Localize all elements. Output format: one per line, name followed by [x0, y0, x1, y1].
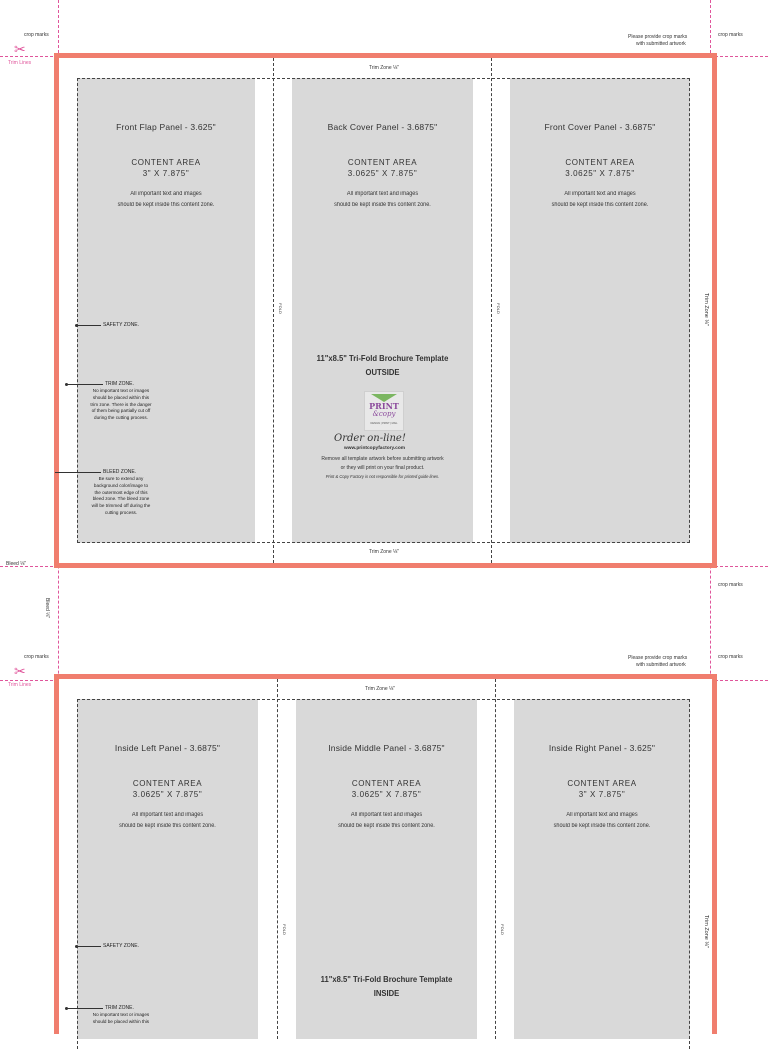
content-area-label: CONTENT AREA — [351, 779, 422, 788]
content-area-size: 3" X 7.875" — [142, 169, 190, 178]
content-area-label: CONTENT AREA — [131, 158, 201, 167]
trim-zone-note — [79, 388, 163, 422]
note-line: should be placed within this — [92, 1018, 150, 1024]
bleed-label: Bleed ⅛" — [6, 561, 27, 567]
crop-marks-label: crop marks — [718, 654, 743, 660]
content-area-size: 3.0625" X 7.875" — [132, 790, 203, 799]
please-provide-label: Please provide crop marks — [628, 34, 688, 40]
crop-marks-label: crop marks — [24, 654, 49, 660]
content-note: All important text and images — [130, 191, 202, 197]
template-subtitle: OUTSIDE — [365, 367, 400, 377]
safety-zone-leader — [77, 325, 101, 326]
fold-label: FOLD — [281, 924, 287, 935]
safety-zone-leader — [77, 946, 101, 947]
content-note: should be kept inside this content zone. — [117, 202, 215, 208]
inside-sheet — [54, 674, 717, 1034]
fold-label: FOLD — [499, 924, 505, 935]
note-line: the outermost edge of this — [94, 489, 148, 495]
note-line: should be placed within this — [92, 394, 150, 400]
outside-sheet — [54, 53, 717, 568]
crop-marks-label: crop marks — [718, 582, 743, 588]
content-area-size: 3" X 7.875" — [578, 790, 626, 799]
content-note: All important text and images — [564, 191, 636, 197]
content-note: All important text and images — [566, 812, 638, 818]
trim-zone-leader — [67, 1008, 103, 1009]
note-line: Be sure to extend any — [98, 476, 144, 481]
bleed-zone-note — [79, 476, 163, 517]
template-title: 11"x8.5" Tri-Fold Brochure Template — [316, 353, 449, 363]
trim-zone-leader — [67, 384, 103, 385]
safety-zone-border — [77, 699, 690, 1049]
trim-lines-label: Trim Lines — [8, 60, 32, 66]
crop-marks-label: crop marks — [718, 32, 743, 38]
panel-title: Front Cover Panel - 3.6875" — [544, 122, 656, 132]
note-line: bleed zone. The bleed zone — [92, 496, 150, 502]
panel-title: Back Cover Panel - 3.6875" — [327, 122, 438, 132]
content-area-label: CONTENT AREA — [132, 779, 203, 788]
panel-title: Inside Right Panel - 3.625" — [548, 743, 656, 753]
trim-zone-label: TRIM ZONE. — [105, 381, 134, 387]
trim-lines-label: Trim Lines — [8, 682, 32, 688]
content-note: should be kept inside this content zone. — [338, 823, 435, 829]
content-note: should be kept inside this content zone. — [334, 202, 431, 208]
panel-title: Inside Middle Panel - 3.6875" — [328, 743, 445, 753]
order-online-script: Order on-line! — [334, 433, 406, 444]
trim-zone-bottom: Trim Zone ⅛" — [369, 549, 399, 555]
fold-label: FOLD — [277, 303, 283, 314]
template-subtitle: INSIDE — [373, 988, 400, 998]
content-area-label: CONTENT AREA — [567, 779, 637, 788]
content-note: should be kept inside this content zone. — [551, 202, 649, 208]
trim-zone-label: TRIM ZONE. — [105, 1005, 134, 1011]
content-area-size: 3.0625" X 7.875" — [347, 169, 418, 178]
bleed-side-label: Bleed ⅛" — [44, 598, 50, 619]
note-line: cutting process. — [104, 509, 138, 515]
crop-marks-label: crop marks — [24, 32, 49, 38]
note-line: No important text or images — [92, 388, 150, 393]
note-line: trim zone. There is the danger — [90, 401, 152, 407]
note-line: of them being partially cut off — [91, 408, 151, 414]
content-note: All important text and images — [346, 191, 419, 197]
trim-zone-top: Trim Zone ⅛" — [369, 65, 399, 71]
bleed-zone-label: BLEED ZONE. — [103, 469, 137, 475]
content-note: All important text and images — [131, 812, 204, 818]
content-area-label: CONTENT AREA — [565, 158, 635, 167]
safety-zone-label: SAFETY ZONE. — [103, 322, 140, 328]
content-note: should be kept inside this content zone. — [119, 823, 216, 829]
note-line: background color/image to — [93, 482, 149, 488]
logo-text: &copy — [372, 410, 396, 418]
note-line: during the cutting process. — [94, 415, 148, 421]
logo-tagline: DESIGN | PRINT | MAIL — [370, 422, 398, 425]
remove-artwork-note: or they will print on your final product. — [340, 465, 425, 471]
website-url: www.printcopyfactory.com — [344, 446, 406, 451]
note-line: No important text or images — [92, 1012, 150, 1017]
panel-title: Front Flap Panel - 3.625" — [116, 122, 216, 132]
scissors-icon: ✂ — [14, 41, 26, 57]
logo-text: PRINT — [369, 401, 399, 411]
panel-title: Inside Left Panel - 3.6875" — [114, 743, 221, 753]
trim-zone-side: Trim Zone ⅛" — [703, 293, 709, 326]
content-note: All important text and images — [350, 812, 423, 818]
trim-zone-side: Trim Zone ⅛" — [703, 915, 709, 948]
content-area-label: CONTENT AREA — [347, 158, 418, 167]
note-line: will be trimmed off during the — [91, 503, 151, 509]
please-provide-label: with submitted artwork — [636, 662, 686, 668]
fold-label: FOLD — [495, 303, 501, 314]
safety-zone-label: SAFETY ZONE. — [103, 943, 140, 949]
content-note: should be kept inside this content zone. — [553, 823, 651, 829]
trim-zone-top: Trim Zone ⅛" — [365, 686, 395, 692]
please-provide-label: Please provide crop marks — [628, 655, 688, 661]
disclaimer-note: Print & Copy Factory is not responsible for printed guide lines. — [325, 474, 440, 479]
content-area-size: 3.0625" X 7.875" — [565, 169, 635, 178]
scissors-icon: ✂ — [14, 663, 26, 679]
safety-zone-border — [77, 78, 690, 543]
content-area-size: 3.0625" X 7.875" — [351, 790, 422, 799]
bleed-zone-leader — [55, 472, 101, 473]
please-provide-label: with submitted artwork — [636, 41, 686, 47]
template-title: 11"x8.5" Tri-Fold Brochure Template — [320, 974, 453, 984]
remove-artwork-note: Remove all template artwork before submitting artwork — [321, 456, 444, 462]
